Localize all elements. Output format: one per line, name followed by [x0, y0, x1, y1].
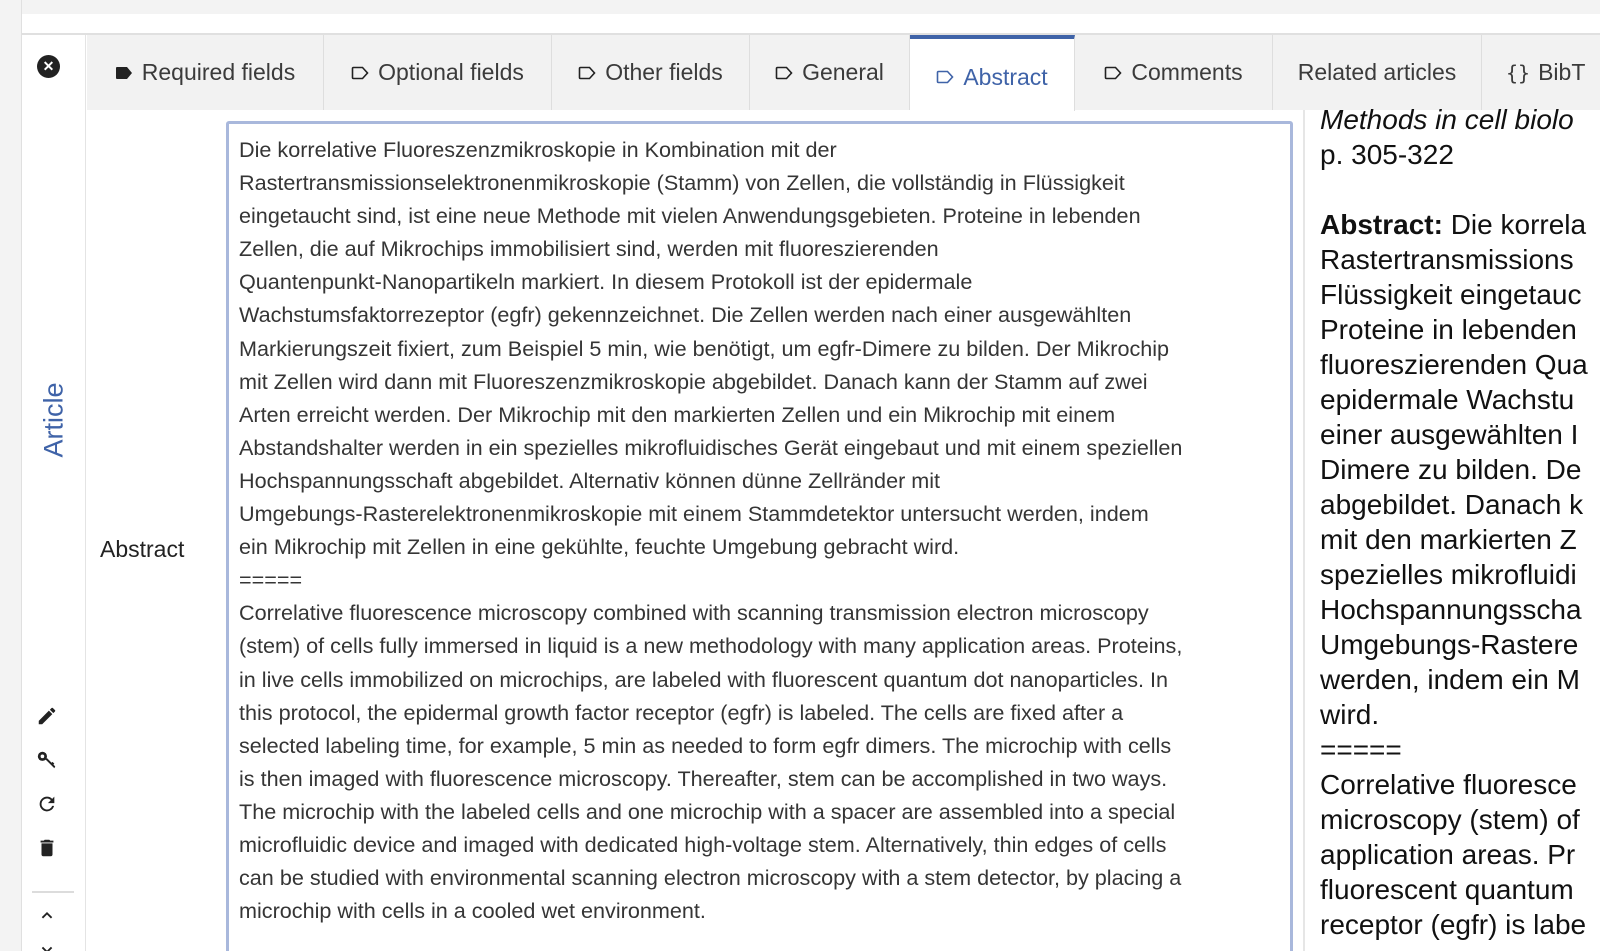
preview-line: einer ausgewählten I: [1320, 419, 1579, 450]
tab-abstract[interactable]: [910, 35, 1075, 111]
preview-line: wird.: [1320, 699, 1380, 730]
field-tabs: [87, 35, 1600, 110]
tab-label: General: [802, 59, 884, 85]
preview-line: spezielles mikrofluidi: [1320, 559, 1577, 590]
preview-journal: Methods in cell biolo: [1320, 104, 1574, 135]
tag-icon: [578, 66, 596, 80]
preview-abstract-first-line: [1320, 207, 1600, 242]
tab-related-articles[interactable]: [1273, 35, 1482, 110]
preview-divider: [1303, 110, 1305, 951]
tab-label: Required fields: [141, 59, 296, 85]
abstract-field-label: Abstract: [100, 536, 185, 562]
preview-line: receptor (egfr) is labe: [1320, 909, 1587, 940]
tab-other-fields[interactable]: [552, 35, 750, 110]
preview-line: Dimere zu bilden. De: [1320, 454, 1582, 485]
preview-line: Correlative fluoresce: [1320, 769, 1577, 800]
preview-line: fluoreszierenden Qua: [1320, 349, 1588, 380]
tab-required-fields[interactable]: [87, 35, 324, 110]
preview-line: abgebildet. Danach k: [1320, 489, 1584, 520]
preview-line: Proteine in lebenden: [1320, 314, 1577, 345]
preview-line: fluorescent quantum: [1320, 874, 1574, 905]
entry-preview: [1320, 102, 1600, 951]
preview-abstract-label: Abstract:: [1320, 209, 1443, 240]
tab-label: Other fields: [605, 59, 723, 85]
tab-comments[interactable]: [1075, 35, 1273, 110]
preview-line: Rastertransmissions: [1320, 244, 1574, 275]
tab-label: Comments: [1131, 59, 1243, 85]
tab-label: Optional fields: [378, 59, 524, 85]
preview-line: werden, indem ein M: [1320, 664, 1580, 695]
pencil-icon[interactable]: [36, 705, 60, 729]
tag-icon: [936, 70, 954, 84]
preview-line: Umgebungs-Rastere: [1320, 629, 1579, 660]
tab-general[interactable]: [750, 35, 910, 110]
tab-optional-fields[interactable]: [324, 35, 552, 110]
refresh-icon[interactable]: [36, 793, 60, 817]
abstract-textarea[interactable]: Die korrelative Fluoreszenzmikroskopie in Kombination mit der Rastertransmissionselektronenmikroskopie (Stamm) von Zellen, die vollständig in Flüssigkeit eingetaucht sind, ist eine neue Methode mit vielen Anwendungsgebieten. Proteine in lebenden Zellen, die auf Mikrochips immobilisiert sind, werden mit fluoreszierenden Quantenpunkt-Nanopartikeln markiert. In diesem Protokoll ist der epidermale Wachstumsfaktorrezeptor (egfr) gekennzeichnet. Die Zellen werden nach einer ausgewählten Markierungszeit fixiert, zum Beispiel 5 min, wie benötigt, um egfr-Dimere zu bilden. Der Mikrochip mit Zellen wird dann mit Fluoreszenzmikroskopie abgebildet. Danach kann der Stamm auf zwei Arten erreicht werden. Der Mikrochip mit den markierten Zellen und ein Mikrochip mit einem Abstandshalter werden in ein spezielles mikrofluidisches Gerät eingebaut und mit einem speziellen Hochspannungsschaft abgebildet. Alternativ können dünne Zellränder mit Umgebungs-Rasterelektronenmikroskopie mit einem Stammdetektor untersucht werden, indem ein Mikrochip mit Zellen in eine gekühlte, feuchte Umgebung gebracht wird. ===== Correlative fluorescence microscopy combined with scanning transmission electron microscopy (stem) of cells fully immersed in liquid is a new methodology with many application areas. Proteins, in live cells immobilized on microchips, are labeled with fluorescent quantum dot nanoparticles. In this protocol, the epidermal growth factor receptor (egfr) is labeled. The cells are fixed after a selected labeling time, for example, 5 min as needed to form egfr dimers. The microchip with cells is then imaged with fluorescence microscopy. Thereafter, stem can be accomplished in two ways. The microchip with the labeled cells and one microchip with a spacer are assembled into a special microfluidic device and imaged with dedicated high-voltage stem. Alternatively, thin edges of cells can be studied with environmental scanning electron microscopy with a stem detector, by placing a microchip with cells in a cooled wet environment.: [226, 121, 1293, 951]
preview-abstract-start: Die korrela: [1442, 209, 1587, 240]
tab-label: Abstract: [963, 63, 1048, 90]
tab-label: BibT: [1538, 59, 1586, 85]
preview-line: application areas. Pr: [1320, 839, 1576, 870]
preview-line: microscopy (stem) of: [1320, 804, 1580, 835]
close-icon[interactable]: ✕: [37, 55, 60, 78]
tag-icon: [775, 66, 793, 80]
preview-spacer: [1320, 172, 1600, 207]
tag-icon: [351, 66, 369, 80]
entry-sidebar: [22, 35, 86, 951]
entry-type-label[interactable]: [22, 355, 86, 485]
key-icon[interactable]: [36, 749, 60, 773]
preview-line: Flüssigkeit eingetauc: [1320, 279, 1582, 310]
preview-line: mit den markierten Z: [1320, 524, 1577, 555]
sidebar-separator: [32, 891, 74, 893]
tag-icon: [1104, 66, 1122, 80]
tab-bibtex-source[interactable]: [1482, 35, 1600, 110]
preview-line: =====: [1320, 734, 1402, 765]
tab-label: Related articles: [1297, 59, 1457, 85]
preview-pages: p. 305-322: [1320, 139, 1454, 170]
preview-line: epidermale Wachstu: [1320, 384, 1575, 415]
toolbar-area: [22, 0, 1600, 14]
entry-type-text[interactable]: Article: [38, 382, 69, 458]
trash-icon[interactable]: [36, 837, 60, 861]
window-edge: [0, 0, 22, 951]
filled-tag-icon: [115, 66, 133, 80]
chevron-up-icon[interactable]: [36, 905, 60, 929]
close-small-icon[interactable]: [36, 941, 60, 951]
preview-line: Hochspannungsscha: [1320, 594, 1582, 625]
braces-icon: {}: [1506, 60, 1531, 85]
